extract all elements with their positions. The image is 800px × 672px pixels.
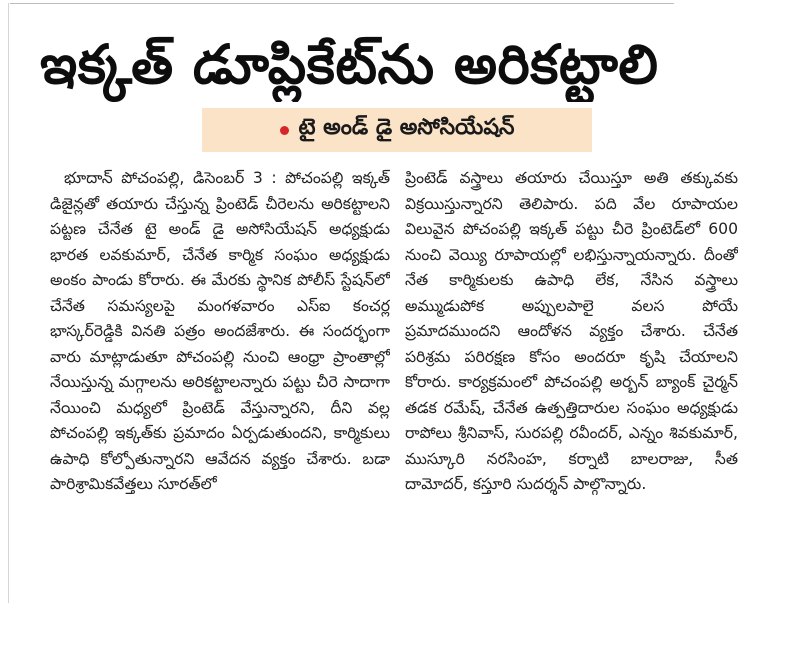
article-column-left: భూదాన్ పోచంపల్లి, డిసెంబర్ 3 : పోచంపల్లి ఇక్కత్ డిజైన్లతో తయారు చేస్తున్న ప్రింటెడ్ చీరెలను అరికట్టాలని పట్టణ చేనేత టై అండ్ డై అసోసియేషన్ అధ్యక్షుడు భారత లవకుమార్, చేనేత కార్మిక సంఘం అధ్యక్షుడు అంకం పాండు కోరారు. ఈ మేరకు స్థానిక పోలీస్ స్టేషన్‌లో చేనేత సమస్యలపై మంగళవారం ఎస్ఐ కంచర్ల భాస్కర్‌రెడ్డికి వినతి పత్రం అందజేశారు. ఈ సందర్భంగా వారు మాట్లాడుతూ పోచంపల్లి నుంచి ఆంధ్రా ప్రాంతాల్లో నేయిస్తున్న మగ్గాలను అరికట్టాలన్నారు పట్టు చీరె సాదాగా నేయించి మధ్యలో ప్రింటెడ్ వేస్తున్నారని, దీని వల్ల పోచంపల్లి ఇక్కత్‌కు ప్రమాదం ఏర్పడుతుందని, కార్మికులు ఉపాధి కోల్పోతున్నారని ఆవేదన వ్యక్తం చేశారు. బడా పారిశ్రామికవేత్తలు సూరత్‌లో [50,169,390,493]
article-column-right: ప్రింటెడ్ వస్త్రాలు తయారు చేయిస్తూ అతి తక్కువకు విక్రయిస్తున్నారని తెలిపారు. పది వేల రూపాయల విలువైన పోచంపల్లి ఇక్కత్ పట్టు చీరె ప్రింటెడ్‌లో 600 నుంచి వెయ్యి రూపాయల్లో లభిస్తున్నాయన్నారు. దీంతో నేత కార్మికులకు ఉపాధి లేక, నేసిన వస్త్రాలు అమ్ముడుపోక అప్పులపాలై వలస పోయే ప్రమాదముందని ఆందోళన వ్యక్తం చేశారు. చేనేత పరిశ్రమ పరిరక్షణ కోసం అందరూ కృషి చేయాలని కోరారు. కార్యక్రమంలో పోచంపల్లి అర్బన్ బ్యాంక్ చైర్మన్ తడక రమేష్, చేనేత ఉత్పత్తిదారుల సంఘం అధ్యక్షుడు రాపోలు శ్రీనివాస్, సురపల్లి రవీందర్, ఎన్నం శివకుమార్, ముస్కూరి నరసింహ, కర్నాటి బాలరాజు, సీత దామోదర్, కస్తూరి సుదర్శన్ పాల్గొన్నారు. [405,169,738,493]
bullet-icon [280,126,289,135]
top-divider [10,3,674,4]
byline-text: టై అండ్ డై అసోసియేషన్ [298,115,515,140]
article-headline: ఇక్కత్ డూప్లికేట్‌ను అరికట్టాలి [40,33,659,96]
byline-box [202,108,592,152]
left-divider [8,3,9,603]
